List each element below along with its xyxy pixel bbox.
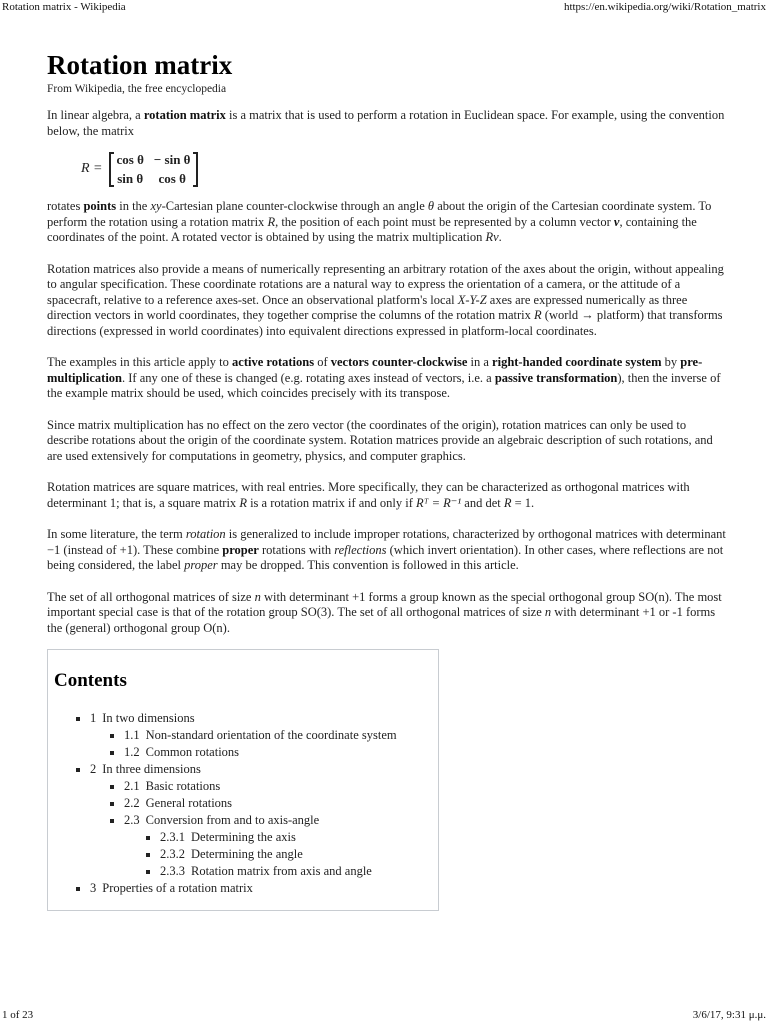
table-of-contents xyxy=(47,649,439,911)
intro-paragraph: In linear algebra, a rotation matrix is a matrix that is used to perform a rotation in Euclidean space. For example, using the convention below, the matrix xyxy=(47,108,725,138)
link-rotation-matrix: rotation matrix xyxy=(143,108,226,122)
toc-item[interactable]: 2.1 Basic rotations xyxy=(54,778,438,795)
toc-item[interactable]: 1.1 Non-standard orientation of the coordinate system xyxy=(54,727,438,744)
toc-item[interactable]: 1.2 Common rotations xyxy=(54,744,438,761)
toc-item[interactable]: 2.3.1 Determining the axis xyxy=(54,829,438,846)
paragraph-orthogonal: Rotation matrices are square matrices, with real entries. More specifically, they can be characterized as orthogonal matrices with determinant 1; that is, a square matrix R is a rotation matrix if and only if Rᵀ = R⁻¹ and det R = 1. xyxy=(47,480,690,510)
toc-item[interactable]: 1 In two dimensions xyxy=(54,710,438,727)
rotation-matrix-2x2 xyxy=(109,152,199,187)
paragraph-numerical-rotation: Rotation matrices also provide a means of numerically representing an arbitrary rotation of the axes about the origin, without appealing to angular specification. These coordinate rotations are a natural way to express the orientation of a camera, or the attitude of a spacecraft, relative to a reference axes-set. Once an observational platform's local X-Y-Z axes are expressed numerically as three direction vectors in world coordinates, they together comprise the columns of the rotation matrix R (world → platform) that transforms directions (expressed in world coordinates) into equivalent directions expressed in platform-local coordinates. xyxy=(47,261,724,338)
toc-item[interactable]: 3 Properties of a rotation matrix xyxy=(54,880,438,897)
toc-item[interactable]: 2.3.2 Determining the angle xyxy=(54,846,438,863)
article-page xyxy=(47,48,727,911)
toc-item[interactable]: 2 In three dimensions xyxy=(54,761,438,778)
print-timestamp: 3/6/17, 9:31 μ.μ. xyxy=(692,1009,766,1021)
link-active-rotations[interactable]: active rotations xyxy=(232,355,315,369)
toc-item[interactable]: 2.3 Conversion from and to axis-angle xyxy=(54,812,438,829)
page-title: Rotation matrix xyxy=(47,50,233,80)
link-right-handed[interactable]: right-handed coordinate system xyxy=(492,355,662,369)
page-counter: 1 of 23 xyxy=(2,1009,34,1021)
tagline: From Wikipedia, the free encyclopedia xyxy=(47,83,227,95)
toc-list xyxy=(54,710,438,897)
link-pre-multiplication[interactable]: pre-multiplication xyxy=(47,355,703,385)
matrix-cell-12: − sin θ xyxy=(153,151,191,167)
paragraph-active-rotations: The examples in this article apply to active rotations of vectors counter-clockwise in a right-handed coordinate system by pre-multiplication. If any one of these is changed (e.g. rotating axes instead of vectors, i.e. a passive transformation), then the inverse of the example matrix should be used, which coincides precisely with its transpose. xyxy=(47,355,721,400)
link-passive-transformation[interactable]: passive transformation xyxy=(494,370,618,385)
rotation-formula xyxy=(81,143,727,195)
link-points[interactable]: points xyxy=(83,199,117,213)
matrix-cell-11: cos θ xyxy=(116,151,144,167)
link-proper[interactable]: proper xyxy=(222,542,259,557)
print-footer xyxy=(0,1008,768,1024)
formula-lhs: R = xyxy=(81,161,103,176)
matrix-cell-22: cos θ xyxy=(158,170,186,186)
print-url[interactable]: https://en.wikipedia.org/wiki/Rotation_matrix xyxy=(563,1,766,13)
print-doc-title: Rotation matrix - Wikipedia xyxy=(2,1,126,13)
toc-heading: Contents xyxy=(54,670,127,691)
paragraph-zero-vector: Since matrix multiplication has no effect on the zero vector (the coordinates of the origin), rotation matrices can only be used to describe rotations about the origin of the coordinate system. Rotation matrices provide an algebraic description of such rotations, and are used extensively for computations in geometry, physics, and computer graphics. xyxy=(47,417,713,463)
paragraph-improper-rotations: In some literature, the term rotation is generalized to include improper rotations, characterized by orthogonal matrices with determinant −1 (instead of +1). These combine proper rotations with reflections (which invert orientation). In other cases, where reflections are not being considered, the label proper may be dropped. This convention is followed in this article. xyxy=(47,527,726,572)
print-header xyxy=(0,0,768,16)
matrix-cell-21: sin θ xyxy=(117,170,144,186)
toc-item[interactable]: 2.2 General rotations xyxy=(54,795,438,812)
link-vectors-ccw[interactable]: vectors counter-clockwise xyxy=(330,355,468,369)
paragraph-rotates-points: rotates points in the xy-Cartesian plane counter-clockwise through an angle θ about the origin of the Cartesian coordinate system. To perform the rotation using a rotation matrix R, the position of each point must be represented by a column vector v, containing the coordinates of the point. A rotated vector is obtained by using the matrix multiplication Rv. xyxy=(47,199,712,244)
paragraph-special-orthogonal-group: The set of all orthogonal matrices of size n with determinant +1 forms a group known as the special orthogonal group SO(n). The most important special case is that of the rotation group SO(3). The set of all orthogonal matrices of size n with determinant +1 or -1 forms the (general) orthogonal group O(n). xyxy=(47,589,722,635)
toc-item[interactable]: 2.3.3 Rotation matrix from axis and angle xyxy=(54,863,438,880)
